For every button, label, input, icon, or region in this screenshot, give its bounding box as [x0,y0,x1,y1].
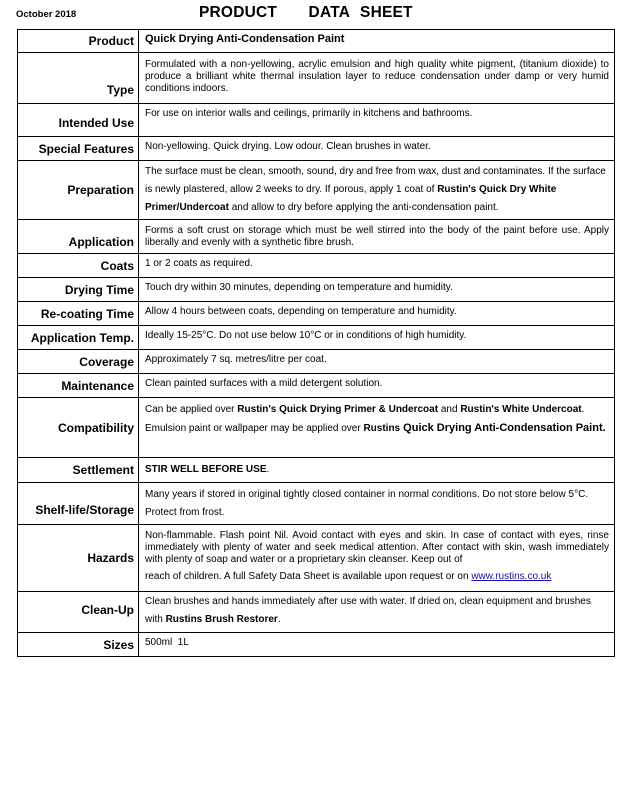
table-row [18,525,615,592]
row-label-compatibility: Compatibility [18,398,139,458]
row-label-clean-up: Clean-Up [18,592,139,633]
compat-text-2: and [438,404,461,415]
compat-text-3: . Emulsion paint or wallpaper may be applied over [145,404,585,434]
row-label-coverage: Coverage [18,350,139,374]
table-row [18,374,615,398]
row-value-shelf-life: Many years if stored in original tightly closed container in normal conditions. Do not store below 5°C. Protect from frost. [139,483,615,525]
row-value-preparation [139,161,615,220]
row-label-intended-use: Intended Use [18,104,139,137]
table-row [18,398,615,458]
row-value-maintenance: Clean painted surfaces with a mild detergent solution. [139,374,615,398]
table-row [18,302,615,326]
row-value-hazards [139,525,615,592]
row-label-preparation: Preparation [18,161,139,220]
website-link[interactable]: www.rustins.co.uk [471,571,552,582]
row-label-settlement: Settlement [18,458,139,483]
row-value-intended-use: For use on interior walls and ceilings, primarily in kitchens and bathrooms. [139,104,615,137]
hazards-text-2 [145,568,609,585]
row-value-product [139,30,615,53]
row-label-application: Application [18,220,139,254]
hazards-sds-text: reach of children. A full Safety Data Sheet is available upon request or on [145,571,472,582]
preparation-text: The surface must be clean, smooth, sound, dry and free from wax, dust and contaminates. If the surface is newly plastered, allow 2 weeks to dry. If porous, apply 1 coat of [145,166,606,195]
table-row [18,326,615,350]
row-label-shelf-life: Shelf-life/Storage [18,483,139,525]
table-row [18,278,615,302]
row-value-recoating-time: Allow 4 hours between coats, depending on temperature and humidity. [139,302,615,326]
row-label-coats: Coats [18,254,139,278]
row-value-application: Forms a soft crust on storage which must be well stirred into the body of the paint before use. Apply liberally and evenly with a synthetic fibre brush. [139,220,615,254]
row-value-settlement [139,458,615,483]
product-name: Quick Drying Anti-Condensation Paint [145,33,345,45]
row-value-compatibility [139,398,615,458]
compat-product-ref-2: Rustin's White Undercoat [460,404,582,415]
row-value-application-temp: Ideally 15-25°C. Do not use below 10°C or in conditions of high humidity. [139,326,615,350]
preparation-product-ref: Rustin's Quick Dry White Primer/Undercoat [145,184,557,213]
row-value-type: Formulated with a non-yellowing, acrylic emulsion and high quality white pigment, (titanium dioxide) to produce a brilliant white thermal insulation layer to reduce condensation under damp or very humid conditions indoors. [139,53,615,104]
date-stamp: October 2018 [16,9,77,20]
compat-text: Can be applied over [145,404,238,415]
row-value-coverage: Approximately 7 sq. metres/litre per coat. [139,350,615,374]
row-label-application-temp: Application Temp. [18,326,139,350]
table-row [18,30,615,53]
table-row [18,220,615,254]
row-label-special-features: Special Features [18,137,139,161]
row-label-recoating-time: Re-coating Time [18,302,139,326]
table-row [18,483,615,525]
table-row [18,458,615,483]
cleanup-text: Clean brushes and hands immediately after use with water. If dried on, clean equipment and brushes with [145,596,591,625]
row-label-drying-time: Drying Time [18,278,139,302]
page-title: PRODUCT DATA SHEET [199,4,413,21]
settlement-text: . [266,464,270,475]
row-label-maintenance: Maintenance [18,374,139,398]
table-row [18,104,615,137]
preparation-text-end: and allow to dry before applying the anti-condensation paint. [228,202,499,213]
table-row [18,633,615,657]
table-row [18,53,615,104]
row-value-clean-up [139,592,615,633]
table-row [18,350,615,374]
table-row [18,592,615,633]
row-label-sizes: Sizes [18,633,139,657]
product-data-table [17,29,615,657]
table-row [18,161,615,220]
row-value-sizes: 500ml 1L [139,633,615,657]
row-value-special-features: Non-yellowing. Quick drying. Low odour. Clean brushes in water. [139,137,615,161]
table-row [18,137,615,161]
row-label-type: Type [18,53,139,104]
table-row [18,254,615,278]
cleanup-text-end: . [277,614,281,625]
row-label-hazards: Hazards [18,525,139,592]
compat-product-ref-1: Rustin's Quick Drying Primer & Undercoat [237,404,439,415]
settlement-warning: STIR WELL BEFORE USE [145,464,267,475]
compat-product-name: Quick Drying Anti-Condensation Paint. [400,422,606,434]
row-value-coats: 1 or 2 coats as required. [139,254,615,278]
cleanup-product-ref: Rustins Brush Restorer [165,614,278,625]
row-value-drying-time: Touch dry within 30 minutes, depending on temperature and humidity. [139,278,615,302]
hazards-text: Non-flammable. Flash point Nil. Avoid contact with eyes and skin. In case of contact with eyes, rinse immediately with plenty of water and seek medical attention. After contact with skin, wash immediately with plenty of soap and water or a proprietary skin cleanser. Keep out of [145,530,609,565]
compat-brand: Rustins [363,423,401,434]
row-label-product: Product [18,30,139,53]
